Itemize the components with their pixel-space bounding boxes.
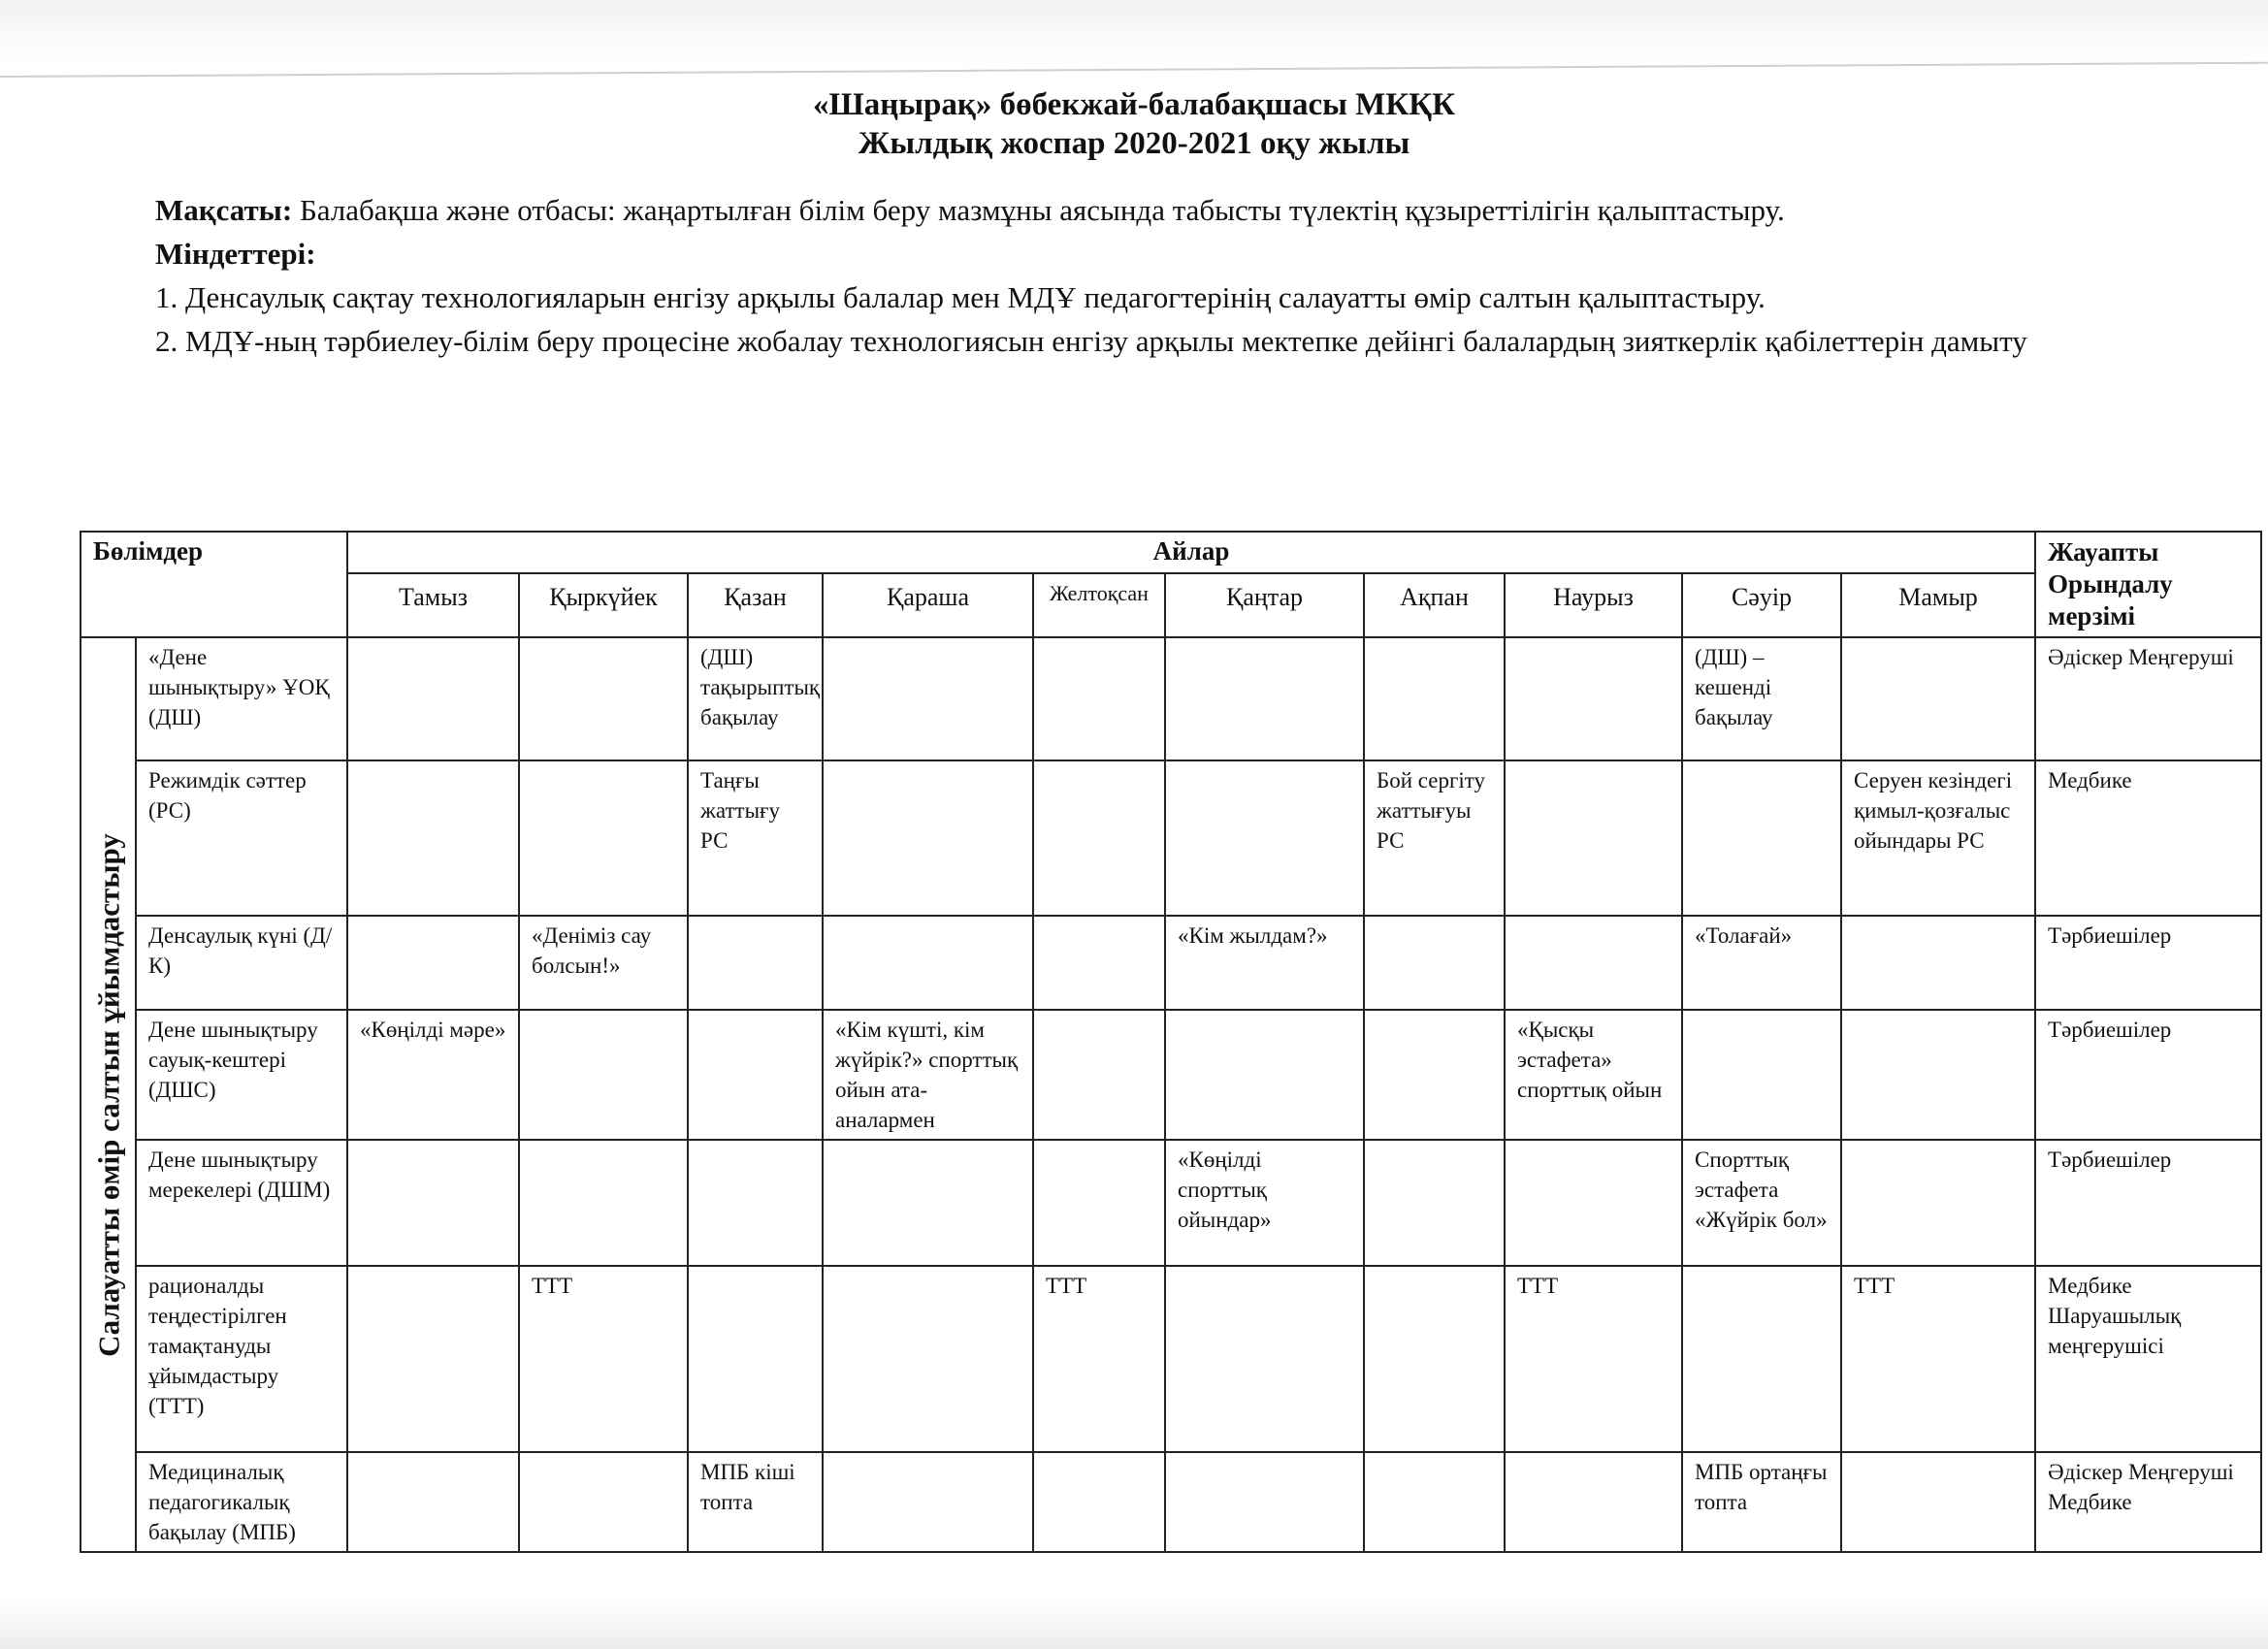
table-cell <box>1033 760 1165 916</box>
table-cell: Серуен кезіндегі қимыл-қозғалыс ойындары РС <box>1841 760 2035 916</box>
responsible-cell: Медбике Шаруашылық меңгерушісі <box>2035 1266 2261 1452</box>
category-cell: Медициналық педагогикалық бақылау (МПБ) <box>136 1452 347 1552</box>
table-cell <box>1505 760 1682 916</box>
table-cell <box>1033 1140 1165 1266</box>
table-row <box>81 1010 2261 1140</box>
category-cell: «Дене шынықтыру» ҰОҚ (ДШ) <box>136 637 347 760</box>
table-cell <box>1505 1452 1682 1552</box>
table-cell: «Деніміз сау болсын!» <box>519 916 688 1010</box>
goal-paragraph <box>155 188 2115 232</box>
table-cell <box>1841 1010 2035 1140</box>
document-title: «Шаңырақ» бөбекжай-балабақшасы МКҚК <box>812 87 1456 122</box>
table-cell <box>519 1140 688 1266</box>
category-cell: Режимдік сәттер (РС) <box>136 760 347 916</box>
table-cell <box>347 760 519 916</box>
scan-shadow-bottom <box>0 1600 2268 1649</box>
table-cell: (ДШ) тақырыптық бақылау <box>688 637 823 760</box>
month-header: Тамыз <box>347 573 519 637</box>
table-row <box>81 1266 2261 1452</box>
task-2: 2. МДҰ-ның тәрбиелеу-білім беру процесіне жобалау технологиясын енгізу арқылы мектепке дейінгі балалардың зияткерлік қабілеттерін дамыту <box>155 324 2027 358</box>
responsible-cell: Әдіскер Меңгеруші <box>2035 637 2261 760</box>
table-cell <box>1841 637 2035 760</box>
table-row <box>81 916 2261 1010</box>
responsible-cell: Әдіскер Меңгеруші Медбике <box>2035 1452 2261 1552</box>
month-header: Қаңтар <box>1165 573 1364 637</box>
table-cell <box>1033 916 1165 1010</box>
table-row <box>81 637 2261 760</box>
table-cell <box>1165 637 1364 760</box>
table-cell <box>1364 1266 1505 1452</box>
table-cell <box>1505 916 1682 1010</box>
responsible-header: Жауапты Орындалу мерзімі <box>2035 532 2261 637</box>
table-cell <box>1165 1452 1364 1552</box>
annual-plan-table <box>80 531 2262 1553</box>
table-cell: Таңғы жаттығу РС <box>688 760 823 916</box>
table-cell: «Көңілді спорттық ойындар» <box>1165 1140 1364 1266</box>
document-subtitle: Жылдық жоспар 2020-2021 оқу жылы <box>858 126 1410 161</box>
sections-header: Бөлімдер <box>81 532 347 637</box>
table-cell <box>1033 1452 1165 1552</box>
table-cell <box>1033 1010 1165 1140</box>
table-cell <box>1364 637 1505 760</box>
table-cell <box>688 1266 823 1452</box>
intro-section <box>155 188 2115 363</box>
category-cell: Денсаулық күні (Д/К) <box>136 916 347 1010</box>
table-cell: МПБ кіші топта <box>688 1452 823 1552</box>
month-header: Наурыз <box>1505 573 1682 637</box>
table-cell <box>347 637 519 760</box>
goal-text: Балабақша және отбасы: жаңартылған білім беру мазмұны аясында табысты түлектің құзыреттілігін қалыптастыру. <box>299 193 1785 227</box>
month-header: Қараша <box>823 573 1033 637</box>
task-1: 1. Денсаулық сақтау технологияларын енгізу арқылы балалар мен МДҰ педагогтерінің салауатты өмір салтын қалыптастыру. <box>155 280 1766 314</box>
table-cell <box>347 916 519 1010</box>
table-cell <box>1364 1452 1505 1552</box>
table-cell <box>1682 1266 1841 1452</box>
table-cell <box>823 760 1033 916</box>
table-cell <box>823 1140 1033 1266</box>
category-cell: Дене шынықтыру сауық-кештері (ДШС) <box>136 1010 347 1140</box>
table-cell <box>1165 1010 1364 1140</box>
tasks-heading <box>155 232 2115 275</box>
table-cell <box>1364 1010 1505 1140</box>
table-cell <box>347 1140 519 1266</box>
table-cell <box>1364 916 1505 1010</box>
tasks-label: Міндеттері: <box>155 237 316 271</box>
category-cell: рационалды теңдестірілген тамақтануды ұйымдастыру (ТТТ) <box>136 1266 347 1452</box>
table-cell: ТТТ <box>519 1266 688 1452</box>
months-header: Айлар <box>347 532 2035 573</box>
table-cell <box>688 1140 823 1266</box>
table-cell <box>1841 1140 2035 1266</box>
table-cell <box>1841 916 2035 1010</box>
table-cell <box>347 1266 519 1452</box>
table-cell <box>1682 760 1841 916</box>
table-cell <box>519 637 688 760</box>
month-header: Мамыр <box>1841 573 2035 637</box>
responsible-cell: Тәрбиешілер <box>2035 916 2261 1010</box>
category-cell: Дене шынықтыру мерекелері (ДШМ) <box>136 1140 347 1266</box>
month-header: Қазан <box>688 573 823 637</box>
table-cell <box>347 1452 519 1552</box>
month-header: Ақпан <box>1364 573 1505 637</box>
table-cell <box>1841 1452 2035 1552</box>
table-cell: (ДШ) – кешенді бақылау <box>1682 637 1841 760</box>
table-cell <box>1165 1266 1364 1452</box>
table-cell: ТТТ <box>1505 1266 1682 1452</box>
table-cell <box>823 916 1033 1010</box>
table-cell: «Көңілді мәре» <box>347 1010 519 1140</box>
month-header: Қыркүйек <box>519 573 688 637</box>
table-cell: ТТТ <box>1841 1266 2035 1452</box>
responsible-cell: Медбике <box>2035 760 2261 916</box>
scan-shadow-top <box>0 0 2268 68</box>
table-cell <box>519 1452 688 1552</box>
table-row <box>81 1452 2261 1552</box>
table-cell <box>823 1452 1033 1552</box>
table-cell <box>519 760 688 916</box>
table-cell: Спорттық эстафета «Жүйрік бол» <box>1682 1140 1841 1266</box>
responsible-cell: Тәрбиешілер <box>2035 1010 2261 1140</box>
group-label-cell <box>81 637 136 1552</box>
table-cell: «Толағай» <box>1682 916 1841 1010</box>
table-cell <box>688 1010 823 1140</box>
month-header: Желтоқсан <box>1033 573 1165 637</box>
table-cell <box>688 916 823 1010</box>
table-cell: «Кім күшті, кім жүйрік?» спорттық ойын ата-аналармен <box>823 1010 1033 1140</box>
table-cell: МПБ ортаңғы топта <box>1682 1452 1841 1552</box>
table-cell: «Кім жылдам?» <box>1165 916 1364 1010</box>
table-cell <box>823 1266 1033 1452</box>
table-cell <box>1682 1010 1841 1140</box>
table-cell <box>1364 1140 1505 1266</box>
table-cell <box>1033 637 1165 760</box>
group-label: Салауатты өмір салтын ұйымдастыру <box>91 832 125 1357</box>
table-cell: ТТТ <box>1033 1266 1165 1452</box>
month-header: Сәуір <box>1682 573 1841 637</box>
table-row <box>81 1140 2261 1266</box>
responsible-cell: Тәрбиешілер <box>2035 1140 2261 1266</box>
document-header <box>0 85 2268 163</box>
table-cell <box>1165 760 1364 916</box>
goal-label: Мақсаты: <box>155 193 293 227</box>
table-cell <box>519 1010 688 1140</box>
table-row <box>81 760 2261 916</box>
table-cell: «Қысқы эстафета» спорттық ойын <box>1505 1010 1682 1140</box>
table-cell <box>823 637 1033 760</box>
table-cell <box>1505 637 1682 760</box>
table-cell: Бой сергіту жаттығуы РС <box>1364 760 1505 916</box>
table-cell <box>1505 1140 1682 1266</box>
